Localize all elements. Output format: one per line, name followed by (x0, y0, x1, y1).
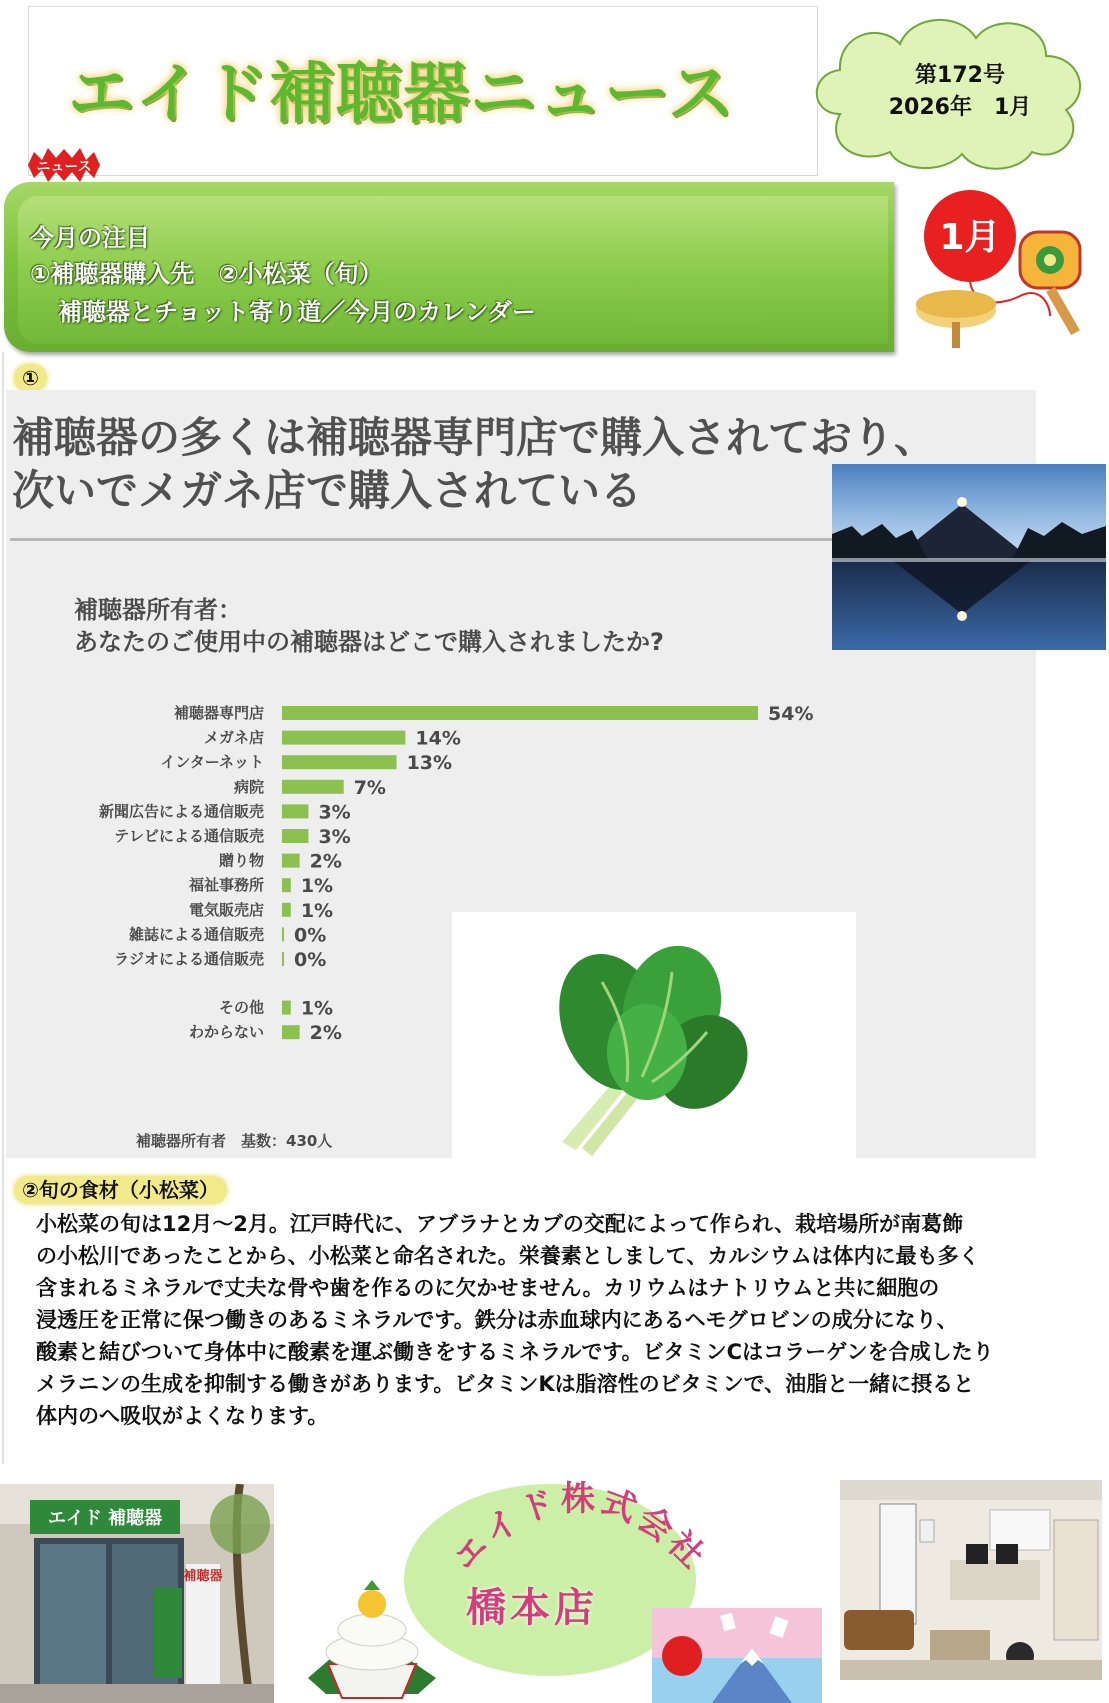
chart-category-label: 病院 (233, 777, 264, 796)
spinning-top-icon (916, 290, 996, 348)
chart-value-label: 3% (318, 826, 351, 848)
chart-value-label: 2% (309, 1022, 342, 1045)
survey-question-line-2: あなたのご使用中の補聴器はどこで購入されましたか? (74, 628, 664, 656)
chart-bar (282, 829, 308, 843)
january-illustration (900, 186, 1100, 356)
survey-headline-line-2: 次いでメガネ店で購入されている (12, 466, 643, 515)
survey-base-note: 補聴器所有者 基数：430人 (136, 1132, 333, 1150)
chart-value-label: 13% (406, 752, 453, 775)
chart-category-label: 贈り物 (218, 851, 264, 870)
branch-name: 橋本店 (466, 1585, 598, 1631)
chart-bar (282, 731, 405, 745)
chart-bar (282, 854, 300, 868)
chart-bar (282, 1025, 300, 1039)
company-name: エイド株式会社 (445, 1479, 715, 1579)
article-line: 含まれるミネラルで丈夫な骨や歯を作るのに欠かせません。カリウムはナトリウムと共に細胞の (36, 1276, 940, 1300)
storefront-photo (0, 1484, 274, 1703)
chart-category-label: 新聞広告による通信販売 (98, 802, 264, 821)
chart-category-label: その他 (218, 998, 264, 1017)
chart-bar (282, 780, 344, 794)
chart-value-label: 1% (300, 875, 334, 898)
survey-headline-line-1: 補聴器の多くは補聴器専門店で購入されており、 (12, 413, 937, 462)
chart-category-label: テレビによる通信販売 (114, 827, 264, 845)
chart-bar (282, 706, 758, 720)
survey-question-line-1: 補聴器所有者： (74, 596, 242, 624)
chart-value-label: 0% (294, 949, 327, 971)
chart-bar (282, 804, 308, 818)
newsletter-title: エイド補聴器ニュース (68, 55, 735, 132)
new-year-fuji-card (652, 1608, 822, 1703)
article-line: メラニンの生成を抑制する働きがあります。ビタミンKは脂溶性のビタミンで、油脂と一緒に摂ると (36, 1372, 975, 1396)
chart-value-label: 1% (300, 899, 334, 922)
chart-category-label: ラジオによる通信販売 (113, 950, 264, 968)
issue-date: 2026年 1月 (888, 95, 1032, 120)
article-line: 酸素と結びついて身体中に酸素を運ぶ働きをするミネラルです。ビタミンCはコラーゲンを合成したり (36, 1340, 994, 1364)
article-line: 浸透圧を正常に保つ働きのあるミネラルです。鉄分は赤血球内にあるヘモグロビンの成分になり、 (36, 1308, 958, 1332)
chart-value-label: 0% (294, 924, 327, 947)
chart-bar (282, 927, 284, 941)
section-2-label: ②旬の食材（小松菜） (14, 1176, 227, 1204)
page-left-rule (2, 352, 4, 1464)
news-badge-icon (26, 148, 102, 182)
chart-value-label: 14% (415, 727, 461, 750)
news-badge-text: ニュース (36, 159, 92, 175)
lucky-mallet-icon (1020, 232, 1080, 335)
chart-value-label: 54% (768, 703, 814, 725)
article-line: 小松菜の旬は12月～2月。江戸時代に、アブラナとカブの交配によって作られ、栽培場所が南葛飾 (36, 1212, 964, 1236)
chart-category-label: 補聴器専門店 (173, 704, 264, 722)
svg-text:エイド株式会社 (445, 1479, 715, 1579)
chart-category-label: インターネット (160, 753, 264, 772)
diamond-fuji-photo (832, 464, 1106, 650)
chart-value-label: 1% (300, 997, 334, 1020)
chart-category-label: メガネ店 (203, 728, 264, 747)
komatsuna-article (36, 1208, 1096, 1432)
store-interior-photo (840, 1480, 1102, 1680)
issue-number: 第172号 (915, 63, 1005, 88)
chart-bar (282, 755, 397, 769)
article-line: 体内のへ吸収がよくなります。 (36, 1404, 329, 1428)
section-1-label: ① (14, 364, 47, 392)
article-line: の小松川であったことから、小松菜と命名された。栄養素としまして、カルシウムは体内に最も多く (36, 1244, 980, 1268)
chart-value-label: 7% (353, 776, 386, 799)
issue-cloud (800, 4, 1100, 174)
company-name-arc (440, 1470, 720, 1590)
chart-category-label: 電気販売店 (188, 900, 264, 919)
month-badge: 1月 (939, 217, 1001, 258)
chart-value-label: 3% (318, 801, 351, 824)
shop-sign-text: エイド 補聴器 (47, 1508, 163, 1529)
highlight-topics: ①補聴器購入先 ②小松菜（旬） (30, 260, 383, 288)
highlight-heading: 今月の注目 (30, 224, 150, 252)
chart-bar (282, 903, 291, 917)
komatsuna-illustration (452, 912, 856, 1162)
chart-bar (282, 878, 291, 892)
chart-bar (282, 1001, 291, 1015)
chart-value-label: 2% (309, 850, 342, 873)
chart-category-label: 雑誌による通信販売 (128, 925, 264, 944)
chart-category-label: わからない (188, 1023, 264, 1042)
highlight-extras: 補聴器とチョット寄り道／今月のカレンダー (58, 298, 536, 326)
chart-bar (282, 952, 284, 966)
chart-category-label: 福祉事務所 (188, 876, 264, 895)
shop-banner-text: 補聴器 (183, 1569, 223, 1584)
